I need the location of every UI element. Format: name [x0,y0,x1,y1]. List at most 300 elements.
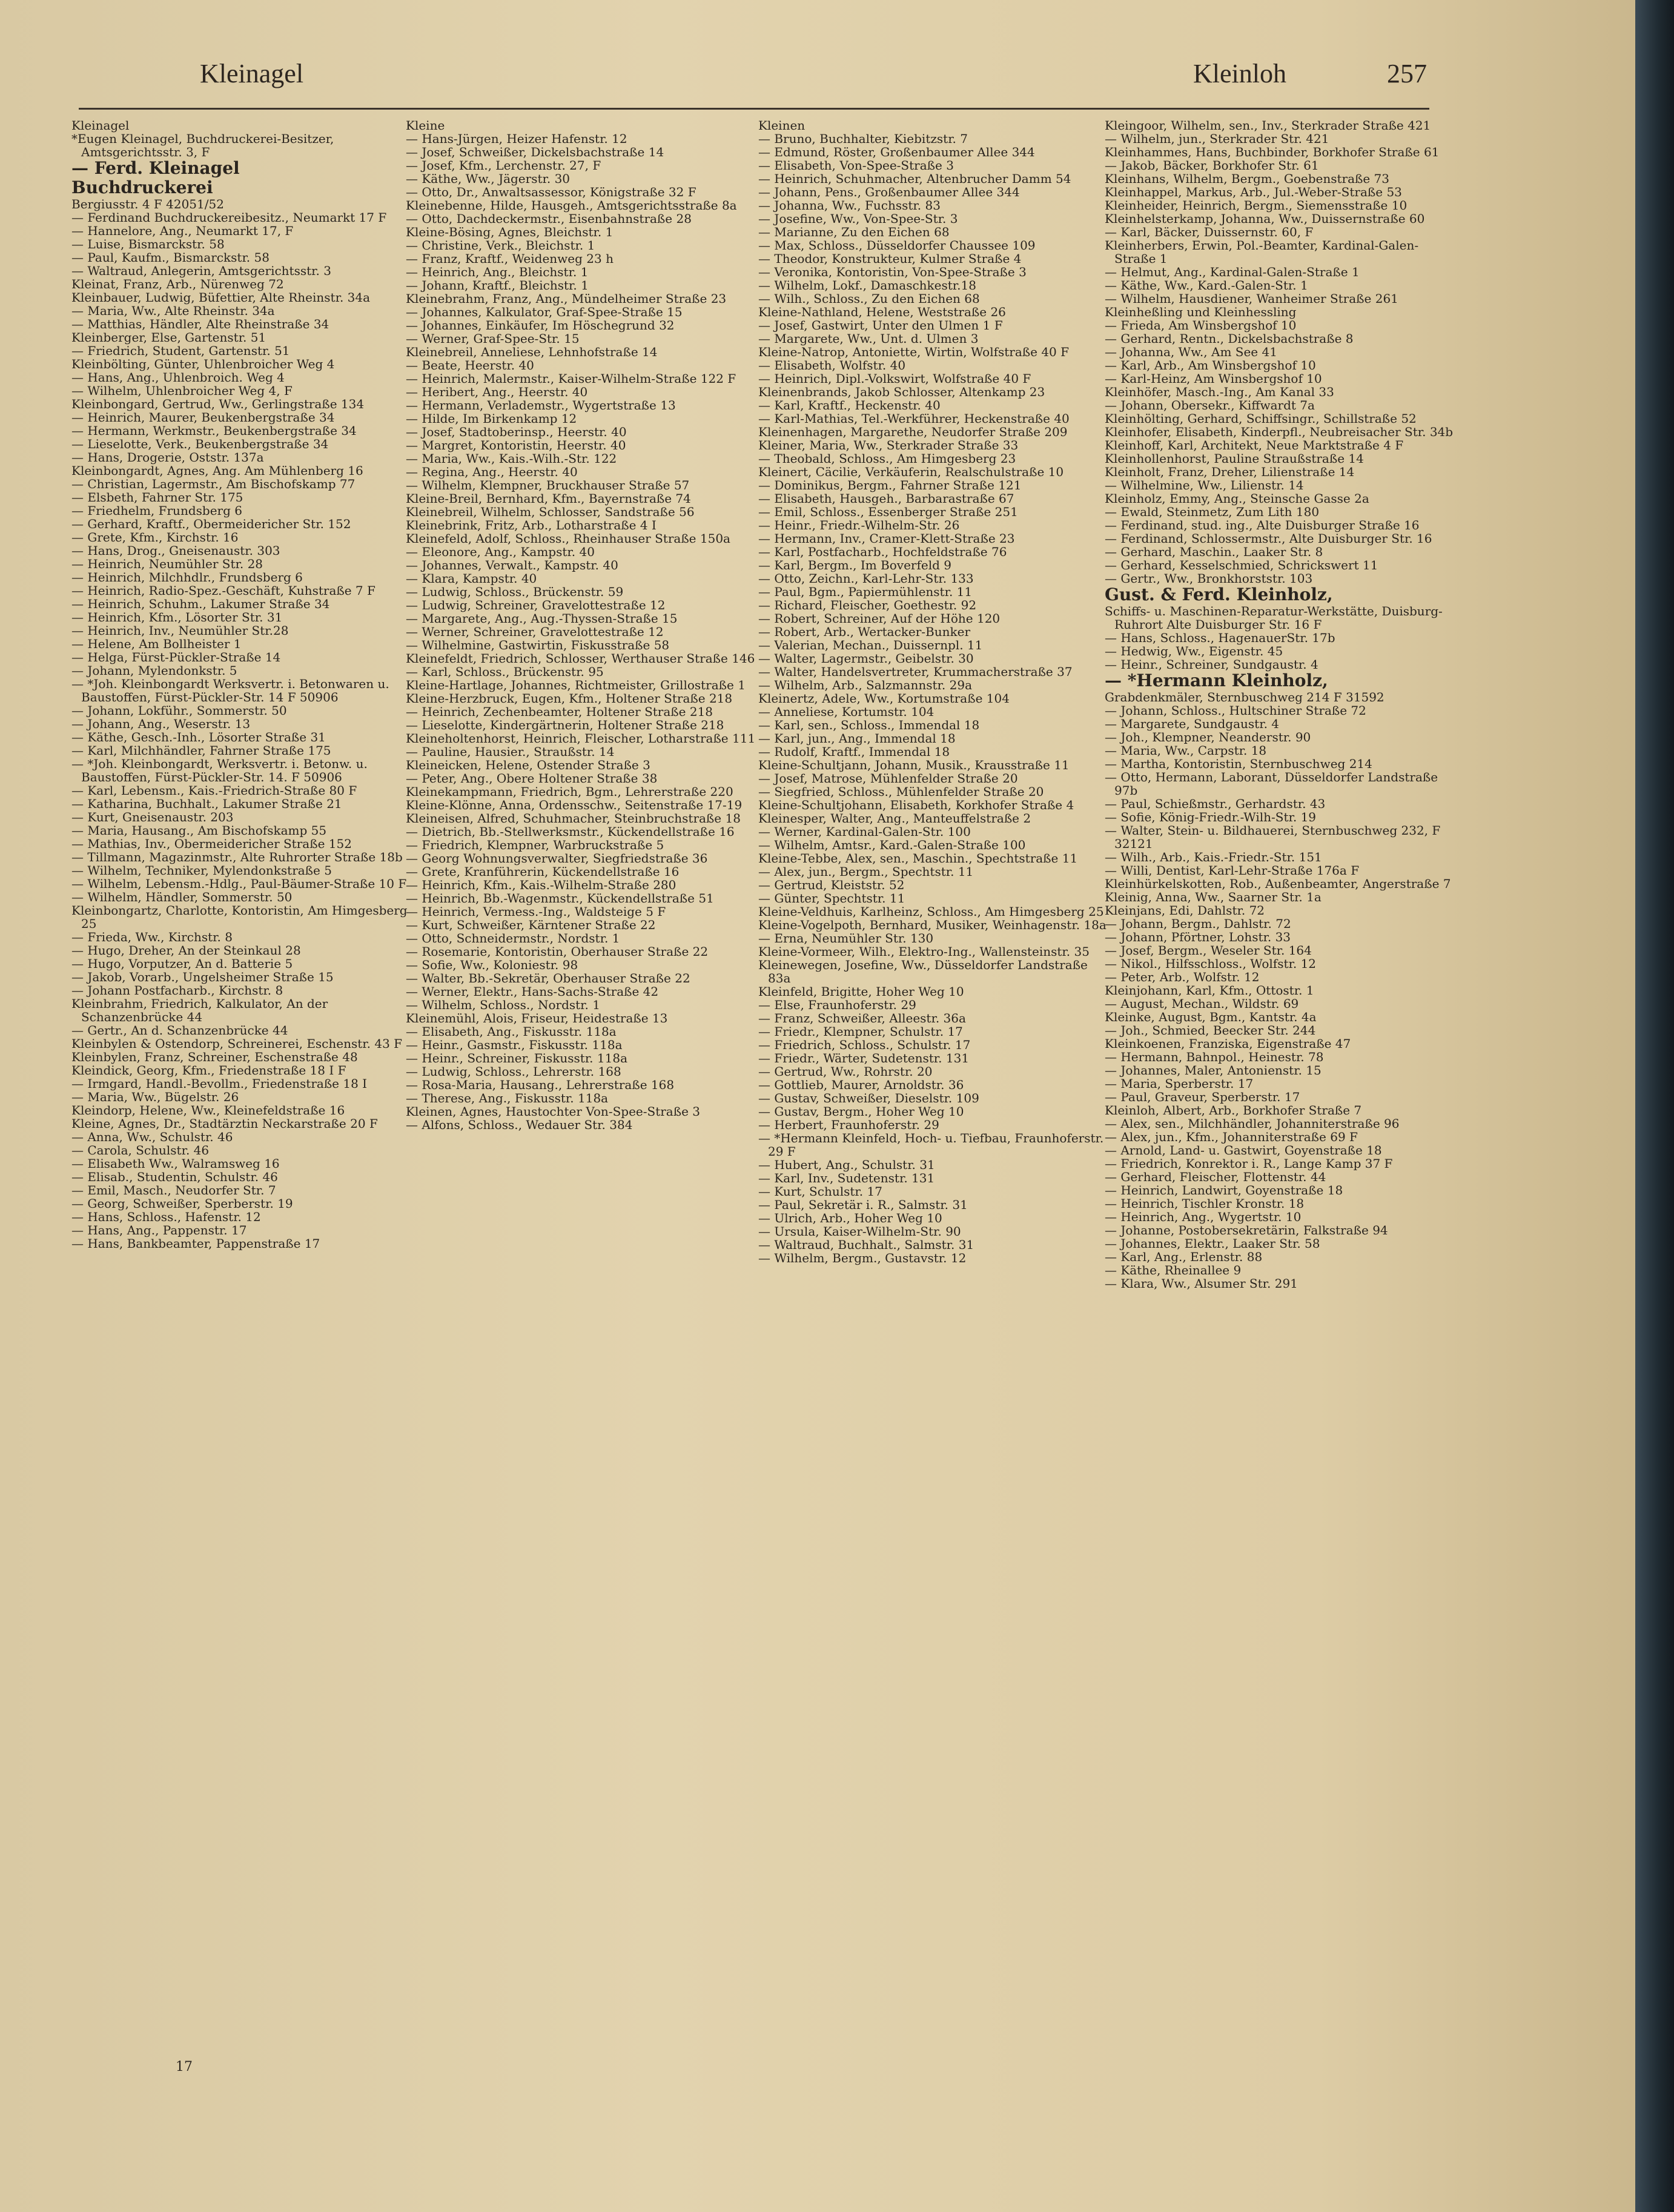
directory-entry: — Hans, Bankbeamter, Pappenstraße 17 [71,1236,320,1251]
directory-entry: — Maria, Sperberstr. 17 [1105,1076,1254,1091]
directory-entry: — Wilhelm, Lebensm.-Hdlg., Paul-Bäumer-Straße 10 F [71,876,407,891]
directory-entry: — Otto, Zeichn., Karl-Lehr-Str. 133 [758,571,974,586]
directory-entry: — Elisabeth Ww., Walramsweg 16 [71,1156,280,1171]
directory-entry: — Alex, jun., Bergm., Spechtstr. 11 [758,864,974,879]
directory-entry: Kleinhoff, Karl, Architekt, Neue Marktstraße 4 F [1105,438,1404,452]
directory-entry: — Arnold, Land- u. Gastwirt, Goyenstraße 18 [1105,1143,1382,1157]
directory-entry: Kleinberger, Else, Gartenstr. 51 [71,330,266,345]
directory-entry: — Otto, Dachdeckermstr., Eisenbahnstraße 28 [406,211,692,226]
column-4 [1105,119,1456,2081]
directory-entry: — Joh., Schmied, Beecker Str. 244 [1105,1023,1316,1038]
directory-entry: — Werner, Kardinal-Galen-Str. 100 [758,824,971,839]
directory-entry: — Kurt, Schulstr. 17 [758,1184,882,1199]
directory-entry: — Heinrich, Kfm., Kais.-Wilhelm-Straße 280 [406,878,677,892]
directory-entry: — Karl, Kraftf., Heckenstr. 40 [758,398,941,412]
directory-entry: — Lieselotte, Kindergärtnerin, Holtener Straße 218 [406,718,724,732]
directory-entry: — Karl, Bergm., Im Boverfeld 9 [758,558,952,572]
directory-entry: — Herbert, Fraunhoferstr. 29 [758,1118,939,1132]
directory-entry: — Helmut, Ang., Kardinal-Galen-Straße 1 [1105,265,1360,279]
directory-entry: — Heinrich, Dipl.-Volkswirt, Wolfstraße 40 F [758,371,1031,386]
directory-entry: — Rosemarie, Kontoristin, Oberhauser Straße 22 [406,944,709,959]
directory-entry: — Wilhelm, Bergm., Gustavstr. 12 [758,1251,967,1265]
page-number: 257 [1387,59,1427,88]
directory-entry: — Regina, Ang., Heerstr. 40 [406,465,578,479]
directory-entry: — Josef, Gastwirt, Unter den Ulmen 1 F [758,318,1003,333]
directory-entry: — Robert, Arb., Wertacker-Bunker [758,624,971,639]
directory-entry: — Heinrich, Schuhm., Lakumer Straße 34 [71,597,330,611]
directory-entry: — Gerhard, Kraftf., Obermeidericher Str. 152 [71,517,351,531]
directory-entry: — Hugo, Vorputzer, An d. Batterie 5 [71,956,293,971]
directory-entry: — Wilhelm, Techniker, Mylendonkstraße 5 [71,863,332,878]
directory-entry: Kleineicken, Helene, Ostender Straße 3 [406,758,650,772]
directory-entry: — Ursula, Kaiser-Wilhelm-Str. 90 [758,1224,961,1239]
directory-entry: — Wilhelm, Uhlenbroicher Weg 4, F [71,383,293,398]
directory-entry: Kleinenhagen, Margarethe, Neudorfer Straße 209 [758,425,1068,439]
directory-entry: — Alex, sen., Milchhändler, Johanniterstraße 96 [1105,1116,1400,1131]
directory-entry: Kleinesper, Walter, Ang., Manteuffelstraße 2 [758,811,1031,826]
directory-entry: — Helene, Am Bollheister 1 [71,637,242,651]
directory-entry: Kleine-Schultjann, Johann, Musik., Krausstraße 11 [758,758,1070,772]
directory-entry: Kleinebreil, Wilhelm, Schlosser, Sandstraße 56 [406,505,695,519]
directory-entry: — Johann, Pförtner, Lohstr. 33 [1105,930,1291,944]
directory-entry: — Paul, Graveur, Sperberstr. 17 [1105,1090,1300,1104]
directory-entry: Kleingoor, Wilhelm, sen., Inv., Sterkrader Straße 421 [1105,119,1431,133]
directory-entry: — Wilhelm, Lokf., Damaschkestr.18 [758,278,976,293]
directory-entry: — Franz, Kraftf., Weidenweg 23 h [406,251,614,266]
directory-entry: Kleinenbrands, Jakob Schlosser, Altenkamp 23 [758,385,1045,399]
directory-entry: Grabdenkmäler, Sternbuschweg 214 F 31592 [1105,690,1385,704]
directory-entry: *Eugen Kleinagel, Buchdruckerei-Besitzer, Amtsgerichtsstr. 3, F [71,131,334,159]
directory-entry: Kleinhappel, Markus, Arb., Jul.-Weber-Straße 53 [1105,185,1402,199]
directory-entry: — Matthias, Händler, Alte Rheinstraße 34 [71,317,329,331]
directory-entry: — Ludwig, Schreiner, Gravelottestraße 12 [406,598,666,612]
directory-entry: Kleinbylen, Franz, Schreiner, Eschenstraße 48 [71,1050,358,1064]
directory-entry: Kleine-Herzbruck, Eugen, Kfm., Holtener Straße 218 [406,691,733,706]
directory-entry: — Else, Fraunhoferstr. 29 [758,998,916,1012]
directory-entry: — Josef, Stadtoberinsp., Heerstr. 40 [406,425,627,439]
directory-entry: — *Hermann Kleinholz, [1105,671,1328,690]
directory-entry: — Wilhelm, jun., Sterkrader Str. 421 [1105,131,1329,146]
directory-entry: — Elisabeth, Von-Spee-Straße 3 [758,158,954,173]
directory-entry: Kleinhöfer, Masch.-Ing., Am Kanal 33 [1105,385,1334,399]
directory-entry: — Gustav, Schweißer, Dieselstr. 109 [758,1091,979,1105]
directory-entry: — Paul, Schießmstr., Gerhardstr. 43 [1105,796,1326,811]
directory-entry: Schiffs- u. Maschinen-Reparatur-Werkstätte, Duisburg-Ruhrort Alte Duisburger Str. 16 F [1105,604,1443,632]
directory-entry: — Hermann, Werkmstr., Beukenbergstraße 34 [71,423,357,438]
directory-entry: Kleindorp, Helene, Ww., Kleinefeldstraße 16 [71,1103,345,1118]
directory-entry: — Bruno, Buchhalter, Kiebitzstr. 7 [758,131,968,146]
directory-entry: — Paul, Sekretär i. R., Salmstr. 31 [758,1197,968,1212]
directory-entry: — Hugo, Dreher, An der Steinkaul 28 [71,943,301,958]
directory-entry: Kleinbölting, Günter, Uhlenbroicher Weg 4 [71,357,335,371]
directory-entry: Kleinhollenhorst, Pauline Straußstraße 14 [1105,451,1364,466]
directory-entry: — Wilhelm, Amtsr., Kard.-Galen-Straße 100 [758,838,1026,852]
directory-entry: — Günter, Spechtstr. 11 [758,891,905,906]
directory-entry: — Johannes, Einkäufer, Im Höschegrund 32 [406,318,675,333]
directory-entry: — Heinrich, Ang., Wygertstr. 10 [1105,1210,1302,1224]
book-binding [1635,0,1674,2212]
directory-entry: — *Hermann Kleinfeld, Hoch- u. Tiefbau, Fraunhoferstr. 29 F [758,1131,1104,1159]
directory-entry: — Margarete, Sundgaustr. 4 [1105,717,1280,731]
directory-entry: — Peter, Arb., Wolfstr. 12 [1105,970,1260,984]
directory-entry: — Heinr., Schreiner, Fiskusstr. 118a [406,1051,627,1065]
directory-entry: — Karl, Postfacharb., Hochfeldstraße 76 [758,545,1007,559]
directory-entry: — Johann, Bergm., Dahlstr. 72 [1105,916,1291,931]
directory-entry: Kleine-Nathland, Helene, Weststraße 26 [758,305,1006,319]
directory-entry: Kleinbongartz, Charlotte, Kontoristin, Am Himgesberg 25 [71,903,408,931]
directory-entry: — Wilhelm, Arb., Salzmannstr. 29a [758,678,972,692]
directory-entry: Kleinhofer, Elisabeth, Kinderpfl., Neubreisacher Str. 34b [1105,425,1454,439]
directory-entry: — Heinrich, Maurer, Beukenbergstraße 34 [71,410,335,425]
directory-entry: — Richard, Fleischer, Goethestr. 92 [758,598,977,612]
directory-entry: Kleinke, August, Bgm., Kantstr. 4a [1105,1010,1317,1024]
directory-entry: — Werner, Schreiner, Gravelottestraße 12 [406,624,664,639]
directory-entry: — Paul, Bgm., Papiermühlenstr. 11 [758,584,973,599]
directory-entry: — Therese, Ang., Fiskusstr. 118a [406,1091,609,1105]
directory-entry: Kleine-Tebbe, Alex, sen., Maschin., Spechtstraße 11 [758,851,1078,866]
directory-entry: — Sofie, Ww., Koloniestr. 98 [406,958,578,972]
directory-entry: Gust. & Ferd. Kleinholz, [1105,584,1333,604]
directory-entry: — Johann, Lokführ., Sommerstr. 50 [71,703,287,718]
directory-entry: Kleinloh, Albert, Arb., Borkhofer Straße 7 [1105,1103,1362,1118]
directory-entry: — Elsbeth, Fahrner Str. 175 [71,490,243,505]
directory-entry: — *Joh. Kleinbongardt Werksvertr. i. Betonwaren u. Baustoffen, Fürst-Pückler-Str. 14 F 50906 [71,677,389,704]
directory-entry: — Johann, Kraftf., Bleichstr. 1 [406,278,589,293]
column-3 [758,119,1110,2081]
directory-entry: Kleindick, Georg, Kfm., Friedenstraße 18 I F [71,1063,346,1078]
directory-entry: — Karl, Schloss., Brückenstr. 95 [406,664,604,679]
directory-entry: — Karl-Heinz, Am Winsbergshof 10 [1105,371,1322,386]
directory-entry: — Josef, Kfm., Lerchenstr. 27, F [406,158,601,173]
directory-entry: — Heinrich, Inv., Neumühler Str.28 [71,623,289,638]
directory-entry: — Maria, Hausang., Am Bischofskamp 55 [71,823,327,838]
header-first-entry: Kleinagel [200,59,304,88]
directory-entry: — Hans, Schloss., HagenauerStr. 17b [1105,631,1335,645]
directory-entry: — Karl, Arb., Am Winsbergshof 10 [1105,358,1316,373]
directory-entry: — Katharina, Buchhalt., Lakumer Straße 21 [71,796,342,811]
directory-entry: Kleinheider, Heinrich, Bergm., Siemensstraße 10 [1105,198,1408,213]
directory-entry: Kleinefeld, Adolf, Schloss., Rheinhauser Straße 150a [406,531,730,546]
directory-entry: — Karl, Milchhändler, Fahrner Straße 175 [71,743,331,758]
directory-entry: — Wilhelmine, Gastwirtin, Fiskusstraße 58 [406,638,670,652]
directory-entry: Kleinebrink, Fritz, Arb., Lotharstraße 4 I [406,518,657,532]
directory-entry: Kleine, Agnes, Dr., Stadtärztin Neckarstraße 20 F [71,1116,378,1131]
directory-entry: — Christian, Lagermstr., Am Bischofskamp 77 [71,477,356,491]
directory-entry: — Karl, sen., Schloss., Immendal 18 [758,718,980,732]
directory-entry: Buchdruckerei [71,177,213,197]
page-header [200,58,1429,107]
directory-entry: — Rudolf, Kraftf., Immendal 18 [758,744,950,759]
directory-entry: — Erna, Neumühler Str. 130 [758,931,934,945]
directory-entry: — Helga, Fürst-Pückler-Straße 14 [71,650,281,664]
header-last-entry: Kleinloh [1193,59,1286,88]
directory-entry: Kleinfeld, Brigitte, Hoher Weg 10 [758,984,964,999]
directory-entry: — Luise, Bismarckstr. 58 [71,237,225,251]
directory-entry: — Gertrud, Kleiststr. 52 [758,878,905,892]
directory-entry: — Maria, Ww., Alte Rheinstr. 34a [71,303,275,318]
directory-entry: Kleine-Klönne, Anna, Ordensschw., Seitenstraße 17-19 [406,798,743,812]
directory-entry: — Wilhelm, Hausdiener, Wanheimer Straße 261 [1105,291,1398,306]
directory-entry: — Wilhelm, Händler, Sommerstr. 50 [71,890,293,904]
directory-entry: — Wilhelm, Schloss., Nordstr. 1 [406,998,600,1012]
directory-entry: — Josef, Schweißer, Dickelsbachstraße 14 [406,145,664,159]
header-rule [79,108,1429,110]
directory-entry: Kleinemühl, Alois, Friseur, Heidestraße 13 [406,1011,668,1025]
directory-entry: Kleinhürkelskotten, Rob., Außenbeamter, Angerstraße 7 [1105,876,1451,891]
directory-entry: — Heinrich, Tischler Kronstr. 18 [1105,1196,1305,1211]
directory-entry: Kleinherbers, Erwin, Pol.-Beamter, Kardinal-Galen-Straße 1 [1105,238,1419,266]
directory-entry: Kleinewegen, Josefine, Ww., Düsseldorfer Landstraße 83a [758,958,1088,985]
directory-entry: — Grete, Kranführerin, Kückendellstraße 16 [406,864,680,879]
directory-entry: — Georg Wohnungsverwalter, Siegfriedstraße 36 [406,851,708,866]
directory-entry: — Waltraud, Anlegerin, Amtsgerichtsstr. 3 [71,263,331,278]
directory-entry: — Karl, Bäcker, Duissernstr. 60, F [1105,225,1314,239]
directory-entry: — Heinrich, Neumühler Str. 28 [71,557,263,571]
directory-entry: — Karl-Mathias, Tel.-Werkführer, Heckenstraße 40 [758,411,1070,426]
directory-entry: — Hans, Drogerie, Oststr. 137a [71,450,264,465]
directory-entry: — Nikol., Hilfsschloss., Wolfstr. 12 [1105,956,1317,971]
directory-entry: — Elisabeth, Ang., Fiskusstr. 118a [406,1024,617,1039]
directory-entry: — Gertr., Ww., Bronkhorststr. 103 [1105,571,1313,586]
directory-entry: Kleinholt, Franz, Dreher, Lilienstraße 14 [1105,465,1355,479]
directory-entry: — Franz, Schweißer, Alleestr. 36a [758,1011,966,1025]
directory-entry: — Valerian, Mechan., Duissernpl. 11 [758,638,983,652]
directory-entry: — Ferdinand Buchdruckereibesitz., Neumarkt 17 F [71,210,387,225]
directory-entry: Kleinat, Franz, Arb., Nürenweg 72 [71,277,284,291]
directory-entry: Kleinbongardt, Agnes, Ang. Am Mühlenberg 16 [71,463,363,478]
directory-entry: Kleinhammes, Hans, Buchbinder, Borkhofer Straße 61 [1105,145,1440,159]
directory-entry: — Heribert, Ang., Heerstr. 40 [406,385,588,399]
directory-entry: Kleineholtenhorst, Heinrich, Fleischer, Lotharstraße 111 [406,731,756,746]
directory-entry: — Ewald, Steinmetz, Zum Lith 180 [1105,505,1320,519]
directory-entry: — Gerhard, Kesselschmied, Schrickswert 11 [1105,558,1378,572]
directory-entry: Kleiner, Maria, Ww., Sterkrader Straße 33 [758,438,1019,452]
directory-entry: — Karl, Lebensm., Kais.-Friedrich-Straße 80 F [71,783,357,798]
directory-entry: — Heinrich, Landwirt, Goyenstraße 18 [1105,1183,1343,1197]
directory-entry: Kleinbylen & Ostendorp, Schreinerei, Eschenstr. 43 F [71,1036,403,1051]
directory-entry: — Käthe, Ww., Kard.-Galen-Str. 1 [1105,278,1308,293]
directory-entry: — Gustav, Bergm., Hoher Weg 10 [758,1104,964,1119]
directory-entry: — Maria, Ww., Kais.-Wilh.-Str. 122 [406,451,617,466]
directory-entry: — Margarete, Ang., Aug.-Thyssen-Straße 15 [406,611,678,626]
directory-entry: — Anna, Ww., Schulstr. 46 [71,1130,233,1144]
directory-entry: — Edmund, Röster, Großenbaumer Allee 344 [758,145,1035,159]
directory-entry: — Walter, Stein- u. Bildhauerei, Sternbuschweg 232, F 32121 [1105,823,1441,851]
directory-entry: Kleinertz, Adele, Ww., Kortumstraße 104 [758,691,1010,706]
directory-entry: — Dominikus, Bergm., Fahrner Straße 121 [758,478,1022,492]
directory-entry: Kleinebreil, Anneliese, Lehnhofstraße 14 [406,345,658,359]
directory-entry: — Willi, Dentist, Karl-Lehr-Straße 176a F [1105,863,1360,878]
directory-entry: — Hans, Ang., Uhlenbroich. Weg 4 [71,370,285,385]
directory-entry: Kleinagel [71,119,130,133]
directory-entry: Kleinebrahm, Franz, Ang., Mündelheimer Straße 23 [406,291,727,306]
directory-entry: — Käthe, Gesch.-Inh., Lösorter Straße 31 [71,730,326,744]
directory-entry: — Emil, Schloss., Essenberger Straße 251 [758,505,1018,519]
sheet-signature: 17 [176,2059,193,2075]
directory-entry: Kleinbrahm, Friedrich, Kalkulator, An der Schanzenbrücke 44 [71,996,328,1024]
directory-entry: — Ludwig, Schloss., Lehrerstr. 168 [406,1064,621,1079]
directory-entry: — Friedrich, Student, Gartenstr. 51 [71,343,290,358]
directory-entry: Kleine-Breil, Bernhard, Kfm., Bayernstraße 74 [406,491,691,506]
directory-entry: — Frieda, Ww., Kirchstr. 8 [71,930,233,944]
directory-entry: — Pauline, Hausier., Straußstr. 14 [406,744,615,759]
directory-entry: — Heinrich, Radio-Spez.-Geschäft, Kuhstraße 7 F [71,583,375,598]
directory-entry: — Heinr., Friedr.-Wilhelm-Str. 26 [758,518,960,532]
directory-entry: — Hilde, Im Birkenkamp 12 [406,411,577,426]
directory-entry: — Walter, Handelsvertreter, Krummacherstraße 37 [758,664,1073,679]
directory-entry: Kleinheßling und Kleinhessling [1105,305,1297,319]
directory-entry: Kleine-Natrop, Antoniette, Wirtin, Wolfstraße 40 F [758,345,1070,359]
directory-entry: Bergiusstr. 4 F 42051/52 [71,197,224,211]
directory-entry: — Heinrich, Zechenbeamter, Holtener Straße 218 [406,704,713,719]
directory-entry: — Otto, Schneidermstr., Nordstr. 1 [406,931,620,945]
directory-entry: — Werner, Graf-Spee-Str. 15 [406,331,580,346]
directory-entry: — Hans, Schloss., Hafenstr. 12 [71,1210,261,1224]
directory-entry: — Carola, Schulstr. 46 [71,1143,210,1157]
directory-entry: — Walter, Lagermstr., Geibelstr. 30 [758,651,974,666]
directory-entry: — Hubert, Ang., Schulstr. 31 [758,1157,935,1172]
directory-entry: — Tillmann, Magazinmstr., Alte Ruhrorter Straße 18b [71,850,403,864]
directory-entry: — Wilh., Schloss., Zu den Eichen 68 [758,291,980,306]
directory-entry: — Wilh., Arb., Kais.-Friedr.-Str. 151 [1105,850,1322,864]
directory-entry: — Johanna, Ww., Fuchsstr. 83 [758,198,941,213]
directory-entry: — Ludwig, Schloss., Brückenstr. 59 [406,584,624,599]
directory-entry: — Frieda, Am Winsbergshof 10 [1105,318,1297,333]
directory-entry: — Alfons, Schloss., Wedauer Str. 384 [406,1118,633,1132]
directory-entry: — Hans, Ang., Pappenstr. 17 [71,1223,247,1237]
directory-entry: — Heinrich, Kfm., Lösorter Str. 31 [71,610,283,624]
directory-entry: — Dietrich, Bb.-Stellwerksmstr., Kückendellstraße 16 [406,824,735,839]
directory-entry: — Klara, Kampstr. 40 [406,571,537,586]
directory-entry: Kleine [406,119,445,133]
directory-entry: Kleinhölting, Gerhard, Schiffsingr., Schillstraße 52 [1105,411,1417,426]
directory-entry: — Theodor, Konstrukteur, Kulmer Straße 4 [758,251,1022,266]
directory-entry: — Waltraud, Buchhalt., Salmstr. 31 [758,1237,974,1252]
directory-entry: Kleine-Schultjohann, Elisabeth, Korkhofer Straße 4 [758,798,1074,812]
column-2 [406,119,757,2081]
directory-entry: — Friedr., Klempner, Schulstr. 17 [758,1024,963,1039]
directory-entry: — Hans-Jürgen, Heizer Hafenstr. 12 [406,131,627,146]
directory-entry: — *Joh. Kleinbongardt, Werksvertr. i. Betonw. u. Baustoffen, Fürst-Pückler-Str. 14. F 50906 [71,757,368,784]
directory-entry: Kleinefeldt, Friedrich, Schlosser, Werthauser Straße 146 [406,651,755,666]
directory-entry: — Heinrich, Vermess.-Ing., Waldsteige 5 F [406,904,666,919]
directory-entry: — Karl, Ang., Erlenstr. 88 [1105,1250,1263,1264]
directory-entry: — Kurt, Schweißer, Kärntener Straße 22 [406,918,656,932]
directory-entry: — Gerhard, Maschin., Laaker Str. 8 [1105,545,1323,559]
directory-entry: — Josef, Bergm., Weseler Str. 164 [1105,943,1312,958]
directory-entry: — Georg, Schweißer, Sperberstr. 19 [71,1196,293,1211]
directory-entry: Kleinhelsterkamp, Johanna, Ww., Duissernstraße 60 [1105,211,1425,226]
directory-entry: — Siegfried, Schloss., Mühlenfelder Straße 20 [758,784,1044,799]
directory-entry: — Käthe, Rheinallee 9 [1105,1263,1242,1277]
directory-entry: — Paul, Kaufm., Bismarckstr. 58 [71,250,270,265]
directory-entry: — Gerhard, Rentn., Dickelsbachstraße 8 [1105,331,1354,346]
directory-entry: — Emil, Masch., Neudorfer Str. 7 [71,1183,276,1197]
directory-entry: — Friedhelm, Frundsberg 6 [71,503,242,518]
directory-entry: — Peter, Ang., Obere Holtener Straße 38 [406,771,658,786]
directory-entry: — Karl, jun., Ang., Immendal 18 [758,731,956,746]
directory-entry: — Friedr., Wärter, Sudetenstr. 131 [758,1051,970,1065]
directory-entry: Kleinen, Agnes, Haustochter Von-Spee-Straße 3 [406,1104,701,1119]
directory-entry: — Wilhelmine, Ww., Lilienstr. 14 [1105,478,1304,492]
directory-entry: Kleinekampmann, Friedrich, Bgm., Lehrerstraße 220 [406,784,733,799]
directory-entry: Kleinen [758,119,806,133]
directory-entry: Kleinig, Anna, Ww., Saarner Str. 1a [1105,890,1322,904]
directory-entry: — Werner, Elektr., Hans-Sachs-Straße 42 [406,984,659,999]
directory-entry: — Johanne, Postobersekretärin, Falkstraße 94 [1105,1223,1388,1237]
directory-entry: — Heinr., Schreiner, Sundgaustr. 4 [1105,657,1318,672]
column-1 [71,119,423,2081]
directory-entry: — Maria, Ww., Bügelstr. 26 [71,1090,239,1104]
directory-entry: — Karl, Inv., Sudetenstr. 131 [758,1171,935,1185]
directory-entry: — Hermann, Verlademstr., Wygertstraße 13 [406,398,676,412]
directory-entry: — Rosa-Maria, Hausang., Lehrerstraße 168 [406,1078,675,1092]
directory-entry: — Hannelore, Ang., Neumarkt 17, F [71,224,294,238]
directory-entry: — Margret, Kontoristin, Heerstr. 40 [406,438,626,452]
directory-entry: — Christine, Verk., Bleichstr. 1 [406,238,595,253]
directory-entry: — Walter, Bb.-Sekretär, Oberhauser Straße 22 [406,971,690,985]
directory-entry: Kleine-Hartlage, Johannes, Richtmeister, Grillostraße 1 [406,678,746,692]
directory-entry: — Jakob, Vorarb., Ungelsheimer Straße 15 [71,970,334,984]
directory-entry: Kleinhans, Wilhelm, Bergm., Goebenstraße 73 [1105,171,1389,186]
directory-entry: — Johann, Mylendonkstr. 5 [71,663,237,678]
directory-entry: — Elisab., Studentin, Schulstr. 46 [71,1170,278,1184]
directory-entry: — Gottlieb, Maurer, Arnoldstr. 36 [758,1078,964,1092]
directory-entry: — Friedrich, Schloss., Schulstr. 17 [758,1038,971,1052]
directory-entry: Kleinkoenen, Franziska, Eigenstraße 47 [1105,1036,1351,1051]
directory-entry: — Heinr., Gasmstr., Fiskusstr. 118a [406,1038,623,1052]
directory-entry: — Johannes, Kalkulator, Graf-Spee-Straße 15 [406,305,683,319]
directory-entry: — Heinrich, Schuhmacher, Altenbrucher Damm 54 [758,171,1071,186]
directory-entry: — Hermann, Bahnpol., Heinestr. 78 [1105,1050,1324,1064]
directory-entry: — Lieselotte, Verk., Beukenbergstraße 34 [71,437,329,451]
directory-entry: — Gerhard, Fleischer, Flottenstr. 44 [1105,1170,1326,1184]
directory-entry: — Jakob, Bäcker, Borkhofer Str. 61 [1105,158,1319,173]
directory-entry: — Mathias, Inv., Obermeidericher Straße 152 [71,836,352,851]
directory-entry: — Maria, Ww., Carpstr. 18 [1105,743,1267,758]
directory-entry: — Otto, Hermann, Laborant, Düsseldorfer Landstraße 97b [1105,770,1438,798]
directory-entry: — August, Mechan., Wildstr. 69 [1105,996,1299,1011]
directory-entry: — Robert, Schreiner, Auf der Höhe 120 [758,611,1001,626]
directory-entry: — Ferd. Kleinagel [71,158,240,178]
directory-entry: — Johanna, Ww., Am See 41 [1105,345,1277,359]
directory-entry: Kleinbongard, Gertrud, Ww., Gerlingstraße 134 [71,397,365,411]
directory-entry: — Max, Schloss., Düsseldorfer Chaussee 109 [758,238,1036,253]
directory-entry: — Elisabeth, Hausgeh., Barbarastraße 67 [758,491,1014,506]
directory-entry: Kleine-Bösing, Agnes, Bleichstr. 1 [406,225,614,239]
directory-entry: — Josef, Matrose, Mühlenfelder Straße 20 [758,771,1018,786]
directory-entry: — Johann Postfacharb., Kirchstr. 8 [71,983,283,998]
directory-entry: — Otto, Dr., Anwaltsassessor, Königstraße 32 F [406,185,696,199]
directory-entry: Kleinjohann, Karl, Kfm., Ottostr. 1 [1105,983,1314,998]
directory-entry: — Heinrich, Bb.-Wagenmstr., Kückendellstraße 51 [406,891,714,906]
directory-entry: — Johann, Pens., Großenbaumer Allee 344 [758,185,1020,199]
directory-entry: — Käthe, Ww., Jägerstr. 30 [406,171,571,186]
directory-entry: — Heinrich, Ang., Bleichstr. 1 [406,265,589,279]
directory-entry: — Ferdinand, Schlossermstr., Alte Duisburger Str. 16 [1105,531,1432,546]
directory-entry: — Martha, Kontoristin, Sternbuschweg 214 [1105,757,1372,771]
directory-entry: — Kurt, Gneisenaustr. 203 [71,810,234,824]
directory-entry: — Grete, Kfm., Kirchstr. 16 [71,530,239,545]
directory-entry: — Hermann, Inv., Cramer-Klett-Straße 23 [758,531,1015,546]
directory-entry: — Theobald, Schloss., Am Himgesberg 23 [758,451,1016,466]
directory-entry: — Johann, Obersekr., Kiffwardt 7a [1105,398,1315,412]
directory-entry: Kleineisen, Alfred, Schuhmacher, Steinbruchstraße 18 [406,811,741,826]
directory-entry: — Elisabeth, Wolfstr. 40 [758,358,906,373]
directory-entry: Kleine-Vormeer, Wilh., Elektro-Ing., Wallensteinstr. 35 [758,944,1090,959]
directory-entry: Kleinbauer, Ludwig, Büfettier, Alte Rheinstr. 34a [71,290,371,305]
directory-entry: Kleinert, Cäcilie, Verkäuferin, Realschulstraße 10 [758,465,1064,479]
